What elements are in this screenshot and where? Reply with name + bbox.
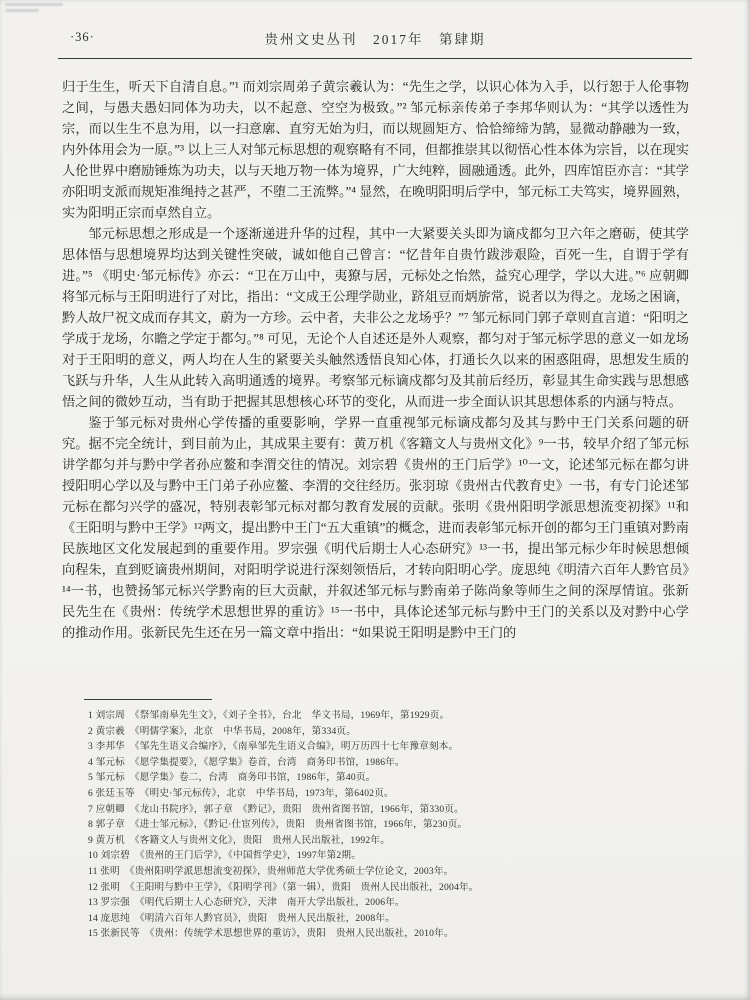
footnote-15: 15 张新民等 《贵州：传统学术思想世界的重访》，贵阳 贵州人民出版社，2010年。 — [88, 928, 454, 940]
footnote-11: 11 张明 《贵州阳明学派思想流变初探》，贵州师范大学优秀硕士学位论文，2003年。 — [88, 865, 454, 877]
footnote-7: 7 应朝卿 《龙山书院序》，郭子章 《黔记》，贵阳 贵州省图书馆，1966年，第330页。 — [88, 803, 464, 815]
faint-stamp — [5, 3, 63, 15]
footnote-5: 5 邹元标 《愿学集》卷二，台湾 商务印书馆，1986年，第40页。 — [88, 772, 376, 784]
footnote-9: 9 黄万机 《客籍文人与贵州文化》，贵阳 贵州人民出版社，1992年。 — [88, 834, 391, 846]
footnote-8: 8 郭子章 《进士邹元标》，《黔记·仕宦列传》，贵阳 贵州省图书馆，1966年，第230页。 — [88, 819, 468, 831]
article-body — [62, 76, 689, 643]
page-number: ·36· — [70, 30, 95, 44]
footnote-4: 4 邹元标 《愿学集提要》，《愿学集》卷首，台湾 商务印书馆，1986年。 — [88, 756, 405, 768]
footnote-2: 2 黄宗羲 《明儒学案》，北京 中华书局，2008年，第334页。 — [88, 725, 357, 737]
page-header — [62, 28, 688, 48]
footnote-12: 12 张明 《王阳明与黔中王学》，《阳明学刊》（第一辑），贵阳 贵州人民出版社，2004年。 — [88, 881, 479, 893]
paragraph-2: 邹元标思想之形成是一个逐渐递进升华的过程，其中一大紧要关头即为谪戍都匀卫六年之磨砺，使其学思体悟与思想境界均达到关键性突破，诚如他自己曾言：“忆昔年自贵竹跋涉艰险，百死一生，自谓于学有进。”⁵ 《明史·邹元标传》亦云：“卫在万山中，夷獠与居，元标处之怡然，益究心理学，学以大进。”⁶ 应朝卿将邹元标与王阳明进行了对比，指出：“文成王公理学勋业，跻俎豆而炳旂常，说者以为得之。龙场之困谪，黔人故尸祝文成而存其文，蔚为一方珍。云中者，夫非公之龙场乎？”⁷ 邹元标同门郭子章则直言道：“阳明之学成于龙场，尔瞻之学定于都匀。”⁸ 可见，无论个人自述还是外人观察，都匀对于邹元标学思的意义一如龙场对于王阳明的意义，两人均在人生的紧要关头触然透悟良知心体，打通长久以来的困惑阻碍，思想发生质的飞跃与升华，人生从此转入高明通透的境界。考察邹元标谪戍都匀及其前后经历，彰显其生命实践与思想感悟之间的微妙互动，当有助于把握其思想核心环节的变化，从而进一步全面认识其思想体系的内涵与特点。 — [62, 226, 689, 409]
footnote-13: 13 罗宗强 《明代后期士人心态研究》，天津 南开大学出版社，2006年。 — [88, 897, 405, 909]
header-rule — [58, 58, 692, 59]
footnote-1: 1 刘宗周 《祭邹南皋先生文》，《刘子全书》，台北 华文书局，1969年，第1929页。 — [88, 710, 450, 721]
footnote-10: 10 刘宗碧 《贵州的王门后学》，《中国哲学史》，1997年第2期。 — [88, 850, 362, 862]
footnote-list — [88, 708, 668, 942]
journal-title: 贵州文史丛刊 2017年 第肆期 — [264, 32, 486, 47]
footnote-3: 3 李邦华 《邹先生语义合编序》，《南皋邹先生语义合编》，明万历四十七年豫章刻本。 — [88, 741, 459, 753]
paragraph-3: 鉴于邹元标对贵州心学传播的重要影响，学界一直重视邹元标谪戍都匀及其与黔中王门关系问题的研究。据不完全统计，到目前为止，其成果主要有：黄万机《客籍文人与贵州文化》⁹一书，较早介绍了邹元标讲学都匀并与黔中学者孙应鳌和李渭交往的情况。刘宗碧《贵州的王门后学》¹⁰一文，论述邹元标在都匀讲授阳明心学以及与黔中王门弟子孙应鳌、李渭的交往经历。张羽琼《贵州古代教育史》一书，有专门论述邹元标在都匀兴学的盛况，特别表彰邹元标对都匀教育发展的贡献。张明《贵州阳明学派思想流变初探》¹¹和《王阳明与黔中王学》¹²两文，提出黔中王门“五大重镇”的概念，进而表彰邹元标开创的都匀王门重镇对黔南民族地区文化发展起到的重要作用。罗宗强《明代后期士人心态研究》¹³一书，提出邹元标少年时候思想倾向程朱，直到贬谪贵州期间，对阳明学说进行深刻领悟后，才转向阳明心学。庞思纯《明清六百年人黔官员》¹⁴一书，也赞扬邹元标兴学黔南的巨大贡献，并叙述邹元标与黔南弟子陈尚象等师生之间的深厚情谊。张新民先生在《贵州：传统学术思想世界的重访》¹⁵一书中，具体论述邹元标与黔中王门的关系以及对黔中心学的推动作用。张新民先生还在另一篇文章中指出：“如果说王阳明是黔中王门的 — [62, 415, 689, 640]
footnote-14: 14 庞思纯 《明清六百年人黔官员》，贵阳 贵州人民出版社，2008年。 — [88, 912, 395, 924]
paragraph-1: 归于生生，听天下自清自息。”¹ 而刘宗周弟子黄宗羲认为：“先生之学，以识心体为入手，以行恕于人伦事物之间，与愚夫愚妇同体为功夫，以不起意、空空为极致。”² 邹元标亲传弟子李邦华则认为：“其学以透性为宗，而以生生不息为用，以一扫意廓、直穷无始为归，而以规圆矩方、恰恰缔缔为鹄，显微动静融为一致，内外体用会为一原。”³ 以上三人对邹元标思想的观察略有不同，但都推崇其以彻悟心性本体为宗旨，以在现实人伦世界中磨励锤炼为功夫，以与天地万物一体为境界，广大纯粹，圆融通透。此外，四库馆臣亦言：“其学亦阳明支派而规矩准绳持之甚严，不堕二王流弊。”⁴ 显然，在晚明阳明后学中，邹元标工夫笃实，境界圆熟，实为阳明正宗而卓然自立。 — [62, 79, 689, 220]
footnote-separator — [84, 699, 212, 700]
footnote-6: 6 张廷玉等 《明史·邹元标传》，北京 中华书局，1973年，第6402页。 — [88, 787, 394, 799]
